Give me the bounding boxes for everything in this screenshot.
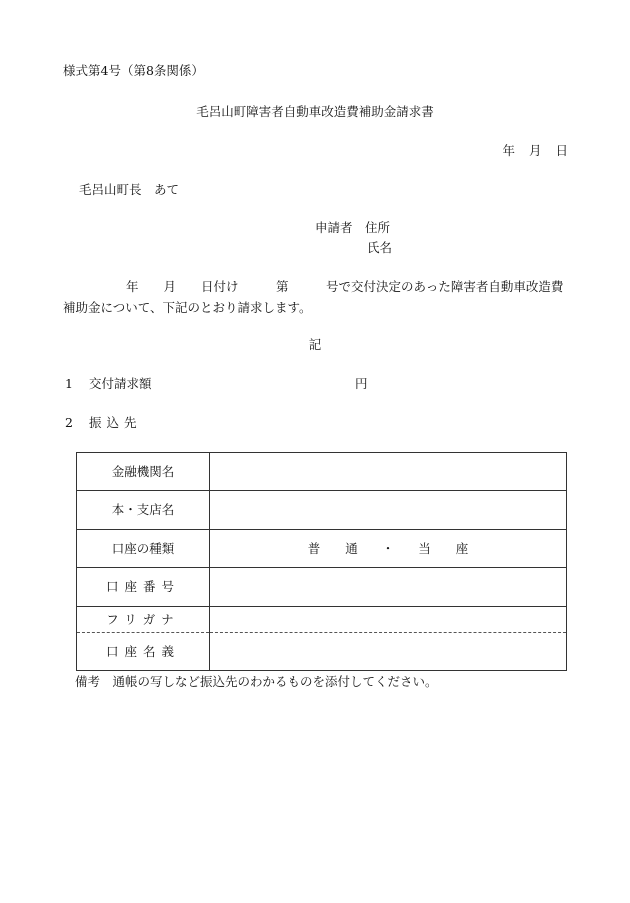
applicant-name-label: 氏名: [367, 240, 393, 255]
ki-heading: 記: [308, 337, 322, 352]
table-row: [77, 568, 567, 607]
date-line: [496, 143, 568, 159]
table-row: [77, 607, 567, 633]
branch-label: 本・支店名: [77, 491, 210, 530]
account-type-field[interactable]: [210, 530, 567, 568]
account-type-current[interactable]: 当 座: [418, 540, 469, 556]
table-row: [77, 453, 567, 491]
account-number-label: 口座番号: [77, 568, 210, 607]
item-2-number: 2: [65, 415, 73, 430]
item-1-unit: 円: [355, 376, 368, 391]
account-type-ordinary[interactable]: 普 通: [307, 540, 358, 556]
furigana-label: フリガナ: [77, 607, 210, 633]
bank-transfer-table: [76, 452, 567, 671]
body-text-line-2: 補助金について、下記のとおり請求します。: [63, 300, 312, 315]
date-year: 年: [502, 143, 515, 158]
branch-field[interactable]: [210, 491, 567, 530]
applicant-address-label: 申請者 住所: [315, 220, 391, 235]
item-2-label: 振込先: [89, 415, 142, 430]
table-row: [77, 530, 567, 568]
date-day: 日: [555, 143, 568, 158]
item-1-number: 1: [65, 376, 73, 391]
form-number: 様式第4号（第8条関係）: [63, 63, 204, 78]
document-title: 毛呂山町障害者自動車改造費補助金請求書: [196, 104, 434, 119]
account-type-separator: ・: [381, 540, 395, 556]
table-row: [77, 633, 567, 671]
remarks: 備考 通帳の写しなど振込先のわかるものを添付してください。: [75, 674, 438, 689]
item-1-label: 交付請求額: [89, 376, 152, 391]
body-text-line-1: 年 月 日付け 第 号で交付決定のあった障害者自動車改造費: [126, 279, 564, 294]
addressee: 毛呂山町長 あて: [79, 182, 180, 197]
account-holder-field[interactable]: [210, 633, 567, 671]
furigana-field[interactable]: [210, 607, 567, 633]
account-holder-label: 口座名義: [77, 633, 210, 671]
account-number-field[interactable]: [210, 568, 567, 607]
table-row: [77, 491, 567, 530]
date-month: 月: [528, 143, 542, 158]
account-type-label: 口座の種類: [77, 530, 210, 568]
bank-name-field[interactable]: [210, 453, 567, 491]
bank-name-label: 金融機関名: [77, 453, 210, 491]
